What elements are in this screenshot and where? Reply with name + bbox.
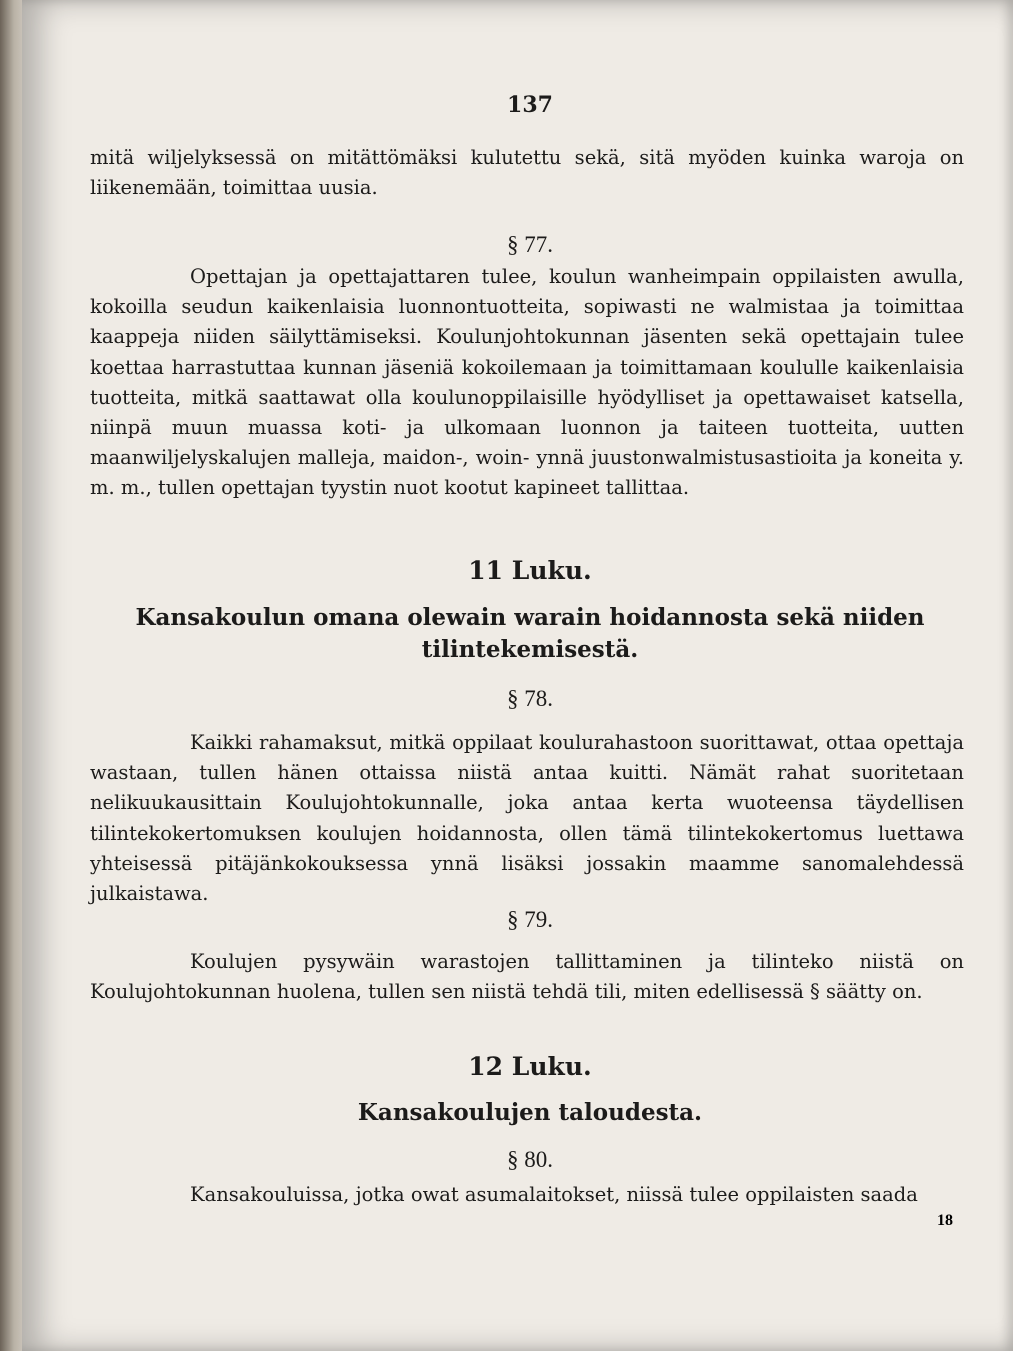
page-number: 137 [507,92,553,118]
paragraph-79: Koulujen pysywäin warastojen tallittaminen ja tilinteko niistä on Koulujohtokunnan huolena, tullen sen niistä tehdä tili, miten edellisessä § säätty on. [90,950,964,1004]
page-content [90,0,970,1351]
section-heading-79: § 79. [507,907,553,932]
paragraph-80: Kansakouluissa, jotka owat asumalaitokset, niissä tulee oppilaisten saada [190,1183,918,1206]
section-heading-78: § 78. [507,686,553,711]
book-page [22,0,1013,1351]
chapter-title-11: Kansakoulun omana olewain warain hoidannosta sekä niiden tilintekemisestä. [135,604,925,663]
chapter-heading-12: 12 Luku. [468,1052,592,1081]
section-heading-77: § 77. [507,232,553,257]
chapter-heading-11: 11 Luku. [468,556,592,585]
section-heading-80: § 80. [507,1147,553,1172]
signature-mark: 18 [937,1212,953,1229]
paragraph-77: Opettajan ja opettajattaren tulee, koulun wanheimpain oppilaisten awulla, kokoilla seudun kaikenlaisia luonnontuotteita, sopiwasti ne walmistaa ja toimittaa kaappeja niiden säilyttämiseksi. Koulunjohtokunnan jäsenten sekä opettajain tulee koettaa harrastuttaa kunnan jäseniä kokoilemaan ja toimittamaan koululle kaikenlaisia tuotteita, mitkä saattawat olla koulunoppilaisille hyödylliset ja opettawaiset katsella, niinpä muun muassa koti- ja ulkomaan luonnon ja taiteen tuotteita, uutten maanwiljelyskalujen malleja, maidon-, woin- ynnä juustonwalmistusastioita ja koneita y. m. m., tullen opettajan tyystin nuot kootut kapineet tallittaa. [90,265,964,500]
chapter-title-12: Kansakoulujen taloudesta. [357,1099,703,1126]
paragraph-78: Kaikki rahamaksut, mitkä oppilaat koulurahastoon suorittawat, ottaa opettaja wastaan, tullen hänen ottaissa niistä antaa kuitti. Nämät rahat suoritetaan nelikuukausittain Koulujohtokunnalle, joka antaa kerta wuoteensa täydellisen tilintekokertomuksen koulujen hoidannosta, ollen tämä tilintekokertomus luettawa yhteisessä pitäjänkokouksessa ynnä lisäksi jossakin maamme sanomalehdessä julkaistawa. [90,731,964,906]
paragraph-continuation: mitä wiljelyksessä on mitättömäksi kulutettu sekä, sitä myöden kuinka waroja on liikenemään, toimittaa uusia. [90,146,964,200]
